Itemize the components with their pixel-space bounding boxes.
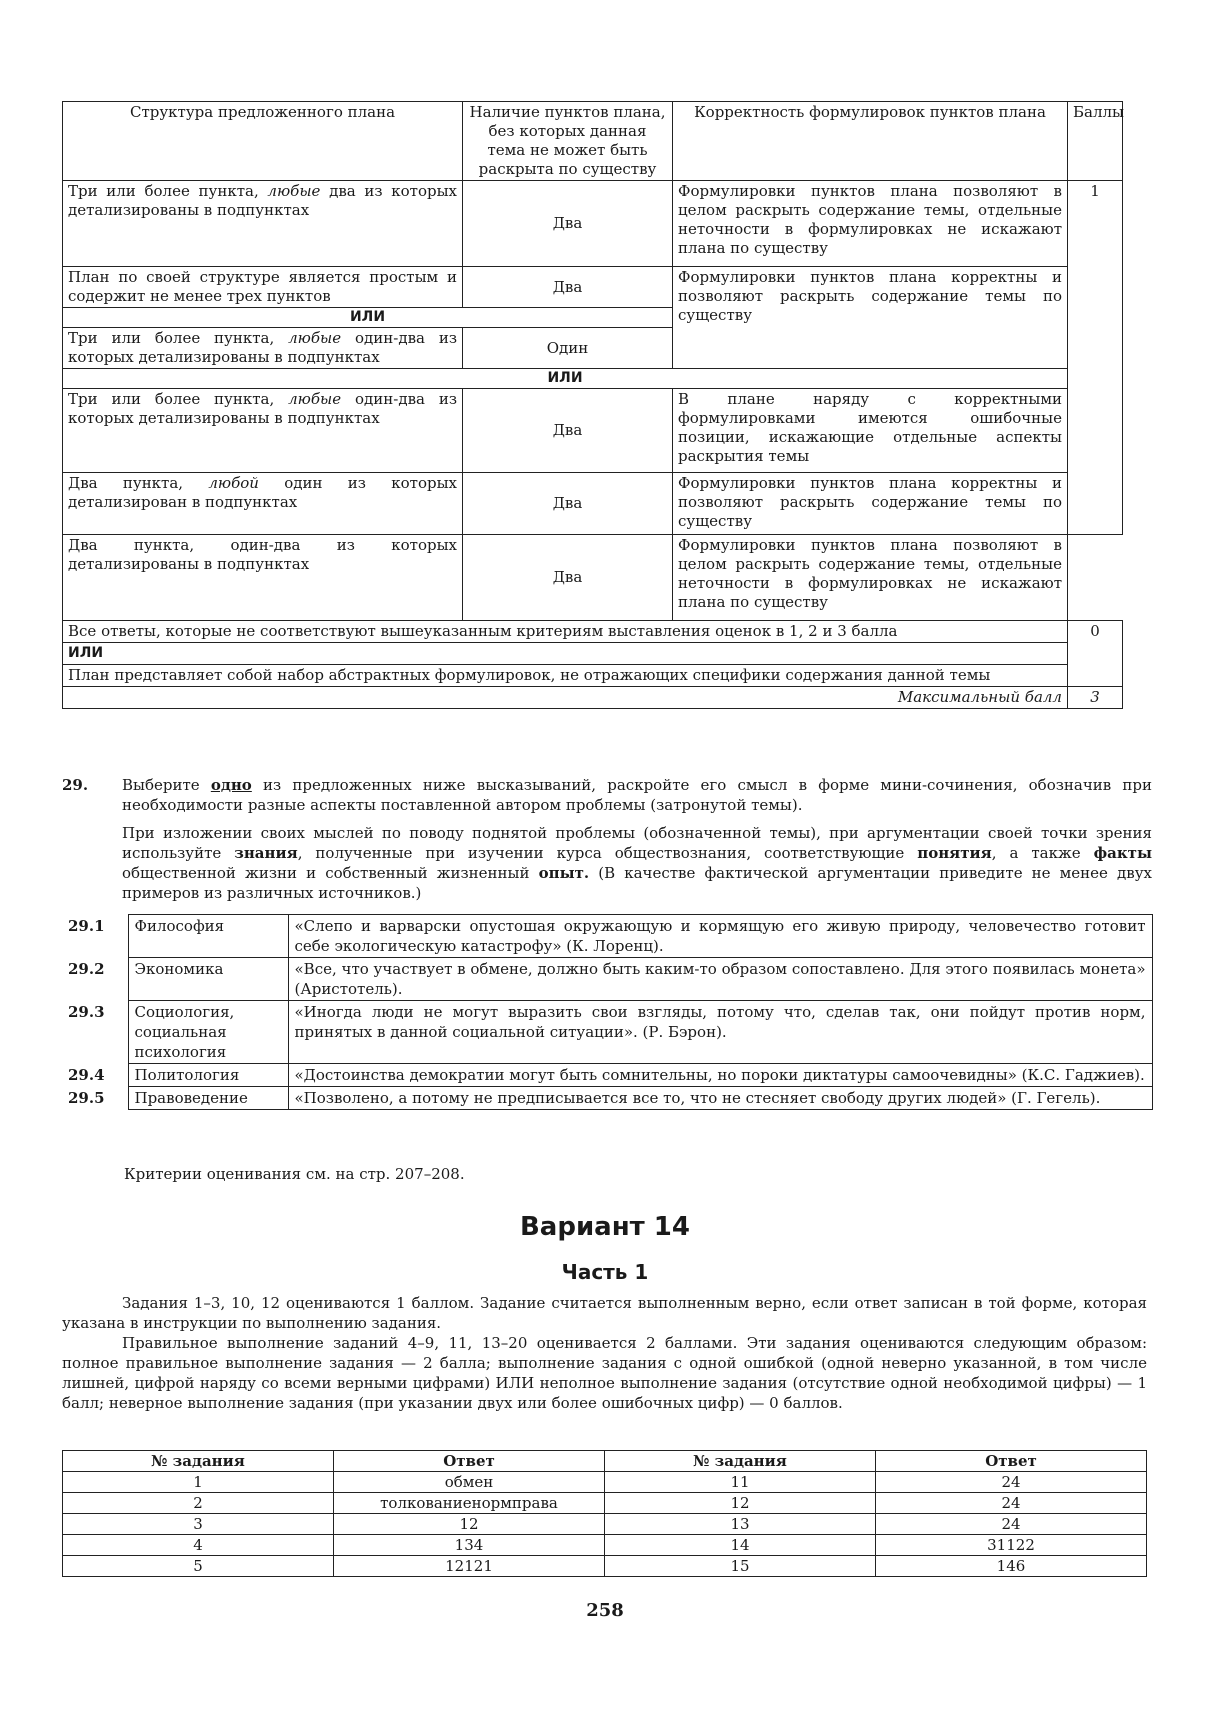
topic-subject: Экономика <box>128 958 288 1001</box>
topic-subject: Правоведение <box>128 1087 288 1110</box>
structure-cell: План по своей структуре является простым и содержит не менее трех пунктов <box>63 267 463 308</box>
page-number: 258 <box>586 1600 624 1621</box>
answer-cell: 134 <box>334 1535 605 1556</box>
criteria-row <box>63 389 1123 473</box>
correctness-cell: Формулировки пунктов плана позволяют в целом раскрыть содержание темы, отдельные неточности в формулировках не искажают плана по существу <box>673 181 1068 267</box>
presence-cell: Два <box>463 473 673 535</box>
header-task-number: № задания <box>605 1451 876 1472</box>
topic-subject: Социология, социальная психология <box>128 1001 288 1064</box>
topic-quote: «Слепо и варварски опустошая окружающую и кормящую его живую природу, человечество готовит себе экологическую катастрофу» (К. Лоренц). <box>288 915 1152 958</box>
or-row <box>63 643 1123 665</box>
or-label: ИЛИ <box>63 308 673 328</box>
presence-cell: Два <box>463 535 673 621</box>
topic-row <box>62 1001 1152 1064</box>
points-cell: 1 <box>1068 181 1123 535</box>
answer-row <box>63 1556 1147 1577</box>
criteria-row-abstract <box>63 665 1123 687</box>
answers-table <box>62 1450 1147 1577</box>
correctness-cell: Формулировки пунктов плана корректны и позволяют раскрыть содержание темы по существу <box>673 267 1068 369</box>
answers-header-row <box>63 1451 1147 1472</box>
topic-quote: «Иногда люди не могут выразить свои взгляды, потому что, сделав так, они пойдут против норм, принятых в данной социальной ситуации». (Р. Бэрон). <box>288 1001 1152 1064</box>
answer-cell: толкованиенормправа <box>334 1493 605 1514</box>
answer-row <box>63 1535 1147 1556</box>
max-score-value: 3 <box>1068 687 1123 709</box>
topic-row <box>62 915 1152 958</box>
topic-subject: Политология <box>128 1064 288 1087</box>
header-answer: Ответ <box>334 1451 605 1472</box>
topic-row <box>62 958 1152 1001</box>
criteria-row <box>63 267 1123 308</box>
header-answer: Ответ <box>876 1451 1147 1472</box>
topics-table <box>62 914 1153 1110</box>
presence-cell: Два <box>463 267 673 308</box>
task-number-cell: 14 <box>605 1535 876 1556</box>
header-correctness: Корректность формулировок пунктов плана <box>673 102 1068 181</box>
variant-title: Вариант 14 <box>519 1212 690 1242</box>
scoring-paragraph: Правильное выполнение заданий 4–9, 11, 13–20 оценивается 2 баллами. Эти задания оцениваются следующим образом: полное правильное выполнение задания — 2 балла; выполнение задания с одной ошибкой (одной неверно указанной, в том числе лишней, цифрой наряду со всеми верными цифрами) ИЛИ неполное выполнение задания (отсутствие одной необходимой цифры) — 1 балл; неверное выполнение задания (при указании двух или более ошибочных цифр) — 0 баллов. <box>62 1334 1147 1412</box>
max-score-row <box>63 687 1123 709</box>
answer-cell: 24 <box>876 1493 1147 1514</box>
task-number-cell: 1 <box>63 1472 334 1493</box>
criteria-row <box>63 535 1123 621</box>
topic-number: 29.1 <box>68 916 105 935</box>
header-structure: Структура предложенного плана <box>63 102 463 181</box>
topic-number: 29.5 <box>68 1088 105 1107</box>
structure-cell: Два пункта, любой один из которых детализирован в подпунктах <box>63 473 463 535</box>
topic-quote: «Все, что участвует в обмене, должно быть каким-то образом сопоставлено. Для этого появилась монета» (Аристотель). <box>288 958 1152 1001</box>
presence-cell: Один <box>463 328 673 369</box>
answer-cell: 24 <box>876 1472 1147 1493</box>
answer-cell: 31122 <box>876 1535 1147 1556</box>
task-number-cell: 12 <box>605 1493 876 1514</box>
answer-cell: 12121 <box>334 1556 605 1577</box>
presence-cell: Два <box>463 389 673 473</box>
answer-cell: обмен <box>334 1472 605 1493</box>
max-score-label: Максимальный балл <box>63 687 1068 709</box>
structure-cell: Три или более пункта, любые один-два из которых детализированы в подпунктах <box>63 389 463 473</box>
task-instruction: Выберите одно из предложенных ниже высказываний, раскройте его смысл в форме мини-сочинения, обозначив при необходимости разные аспекты поставленной автором проблемы (затронутой темы). <box>122 776 1152 814</box>
task-number-cell: 13 <box>605 1514 876 1535</box>
task-number-cell: 2 <box>63 1493 334 1514</box>
topic-number: 29.3 <box>68 1002 105 1021</box>
structure-cell: Три или более пункта, любые два из которых детализированы в подпунктах <box>63 181 463 267</box>
correctness-cell: Формулировки пунктов плана корректны и позволяют раскрыть содержание темы по существу <box>673 473 1068 535</box>
answer-row <box>63 1493 1147 1514</box>
or-label: ИЛИ <box>63 643 1068 665</box>
criteria-table <box>62 101 1123 709</box>
task-number-cell: 3 <box>63 1514 334 1535</box>
header-points: Баллы <box>1068 102 1123 181</box>
topic-number: 29.4 <box>68 1065 105 1084</box>
task-number-cell: 11 <box>605 1472 876 1493</box>
correctness-cell: В плане наряду с корректными формулировками имеются ошибочные позиции, искажающие отдельные аспекты раскрытия темы <box>673 389 1068 473</box>
scoring-intro <box>62 1293 1147 1413</box>
task-number-cell: 5 <box>63 1556 334 1577</box>
or-label: ИЛИ <box>63 369 1068 389</box>
topic-quote: «Позволено, а потому не предписывается все то, что не стесняет свободу других людей» (Г. Гегель). <box>288 1087 1152 1110</box>
presence-cell: Два <box>463 181 673 267</box>
topic-quote: «Достоинства демократии могут быть сомнительны, но пороки диктатуры самоочевидны» (К.С. Гаджиев). <box>288 1064 1152 1087</box>
structure-cell: Два пункта, один-два из которых детализированы в подпунктах <box>63 535 463 621</box>
answer-cell: 24 <box>876 1514 1147 1535</box>
header-task-number: № задания <box>63 1451 334 1472</box>
answer-cell: 12 <box>334 1514 605 1535</box>
task-number-cell: 15 <box>605 1556 876 1577</box>
topic-number: 29.2 <box>68 959 105 978</box>
scoring-paragraph: Задания 1–3, 10, 12 оцениваются 1 баллом. Задание считается выполненным верно, если ответ записан в той форме, которая указана в инструкции по выполнению задания. <box>62 1294 1147 1332</box>
zero-points: 0 <box>1068 621 1123 687</box>
header-presence: Наличие пунктов плана, без которых данная тема не может быть раскрыта по существу <box>463 102 673 181</box>
criteria-header-row <box>63 102 1123 181</box>
criteria-row-zero <box>63 621 1123 643</box>
or-row <box>63 369 1123 389</box>
topic-row <box>62 1064 1152 1087</box>
task-number-cell: 4 <box>63 1535 334 1556</box>
part-title: Часть 1 <box>561 1260 649 1284</box>
topic-row <box>62 1087 1152 1110</box>
task-number: 29. <box>62 776 89 794</box>
abstract-criteria-text: План представляет собой набор абстрактных формулировок, не отражающих специфики содержания данной темы <box>63 665 1068 687</box>
structure-cell: Три или более пункта, любые один-два из которых детализированы в подпунктах <box>63 328 463 369</box>
zero-criteria-text: Все ответы, которые не соответствуют вышеуказанным критериям выставления оценок в 1, 2 и 3 балла <box>63 621 1068 643</box>
answer-row <box>63 1472 1147 1493</box>
task-guidance: При изложении своих мыслей по поводу поднятой проблемы (обозначенной темы), при аргументации своей точки зрения используйте знания, полученные при изучении курса обществознания, соответствующие понятия, а также факты общественной жизни и собственный жизненный опыт. (В качестве фактической аргументации приведите не менее двух примеров из различных источников.) <box>122 824 1153 902</box>
criteria-reference: Критерии оценивания см. на стр. 207–208. <box>124 1165 465 1183</box>
criteria-row <box>63 473 1123 535</box>
correctness-cell: Формулировки пунктов плана позволяют в целом раскрыть содержание темы, отдельные неточности в формулировках не искажают плана по существу <box>673 535 1068 621</box>
criteria-row <box>63 181 1123 267</box>
answer-cell: 146 <box>876 1556 1147 1577</box>
topic-subject: Философия <box>128 915 288 958</box>
answer-row <box>63 1514 1147 1535</box>
